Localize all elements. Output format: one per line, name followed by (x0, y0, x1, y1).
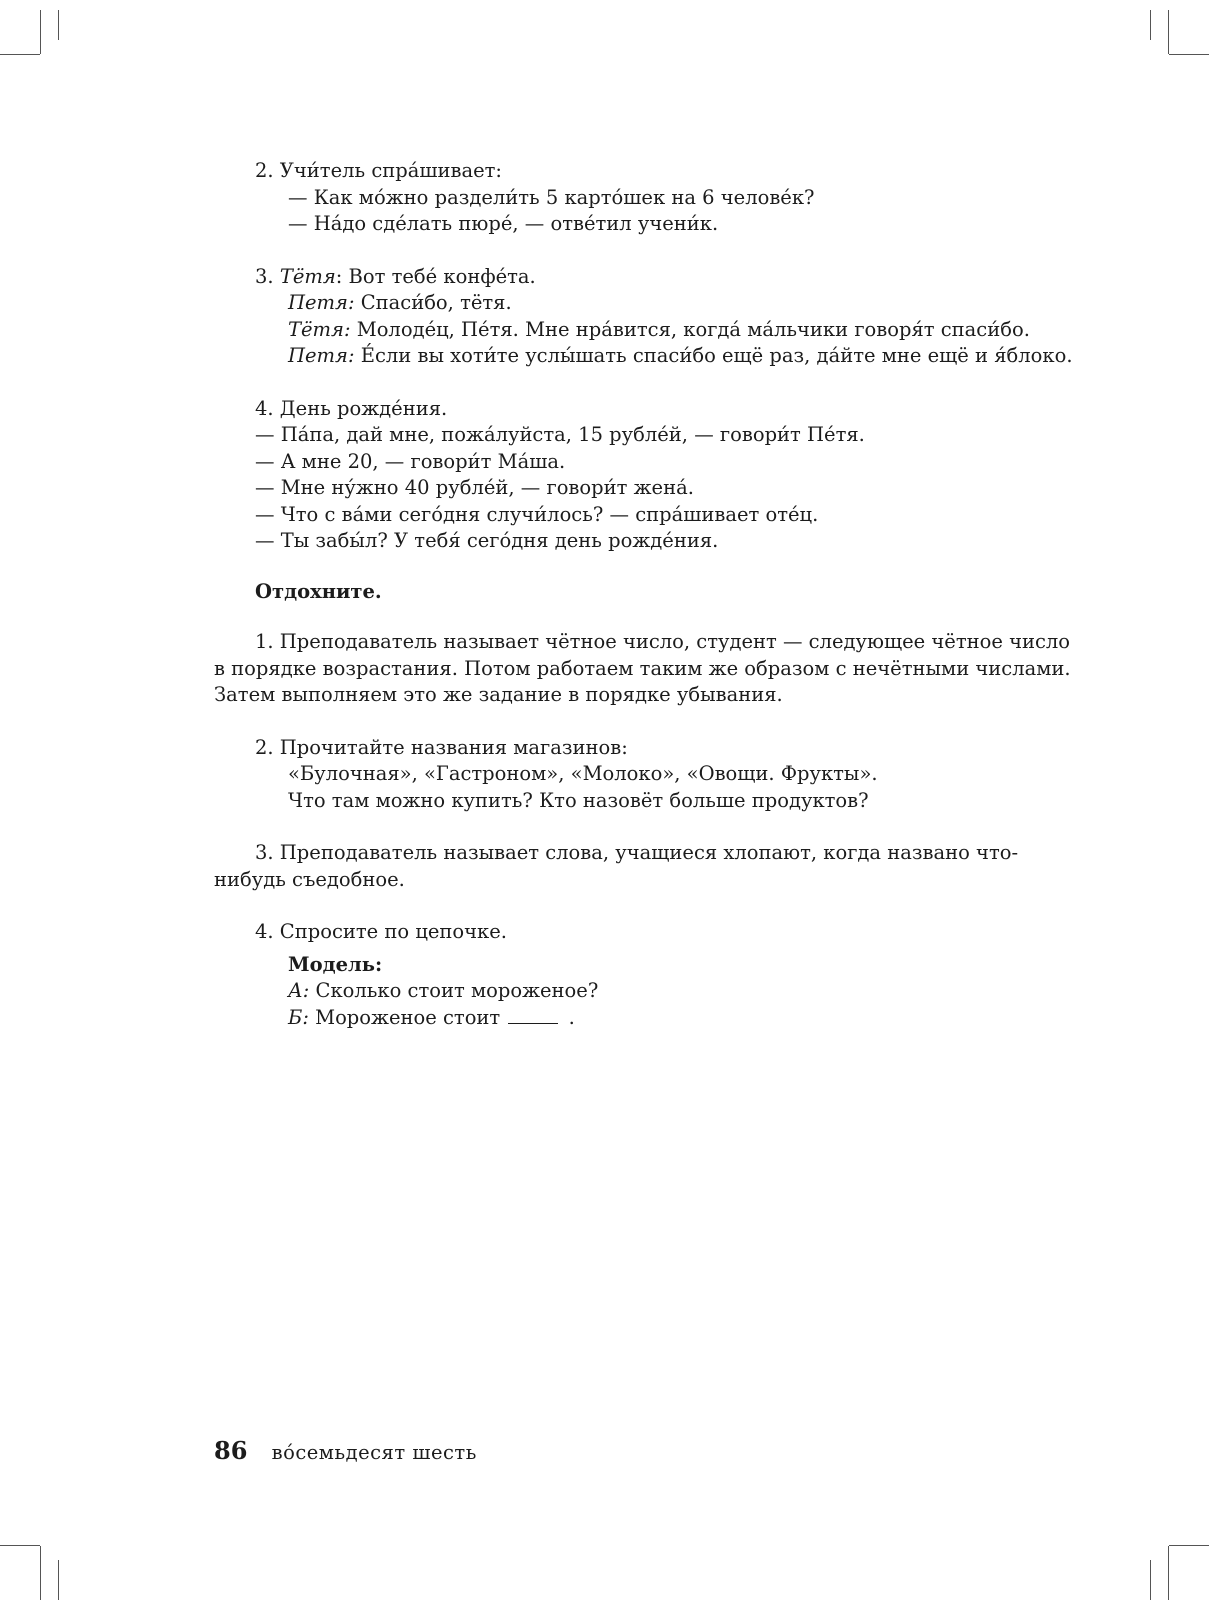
rest-item-3 (214, 840, 1054, 893)
dialogue-line: — Мне ну́жно 40 рубле́й, — говори́т жена́. (255, 476, 694, 499)
page-number: 86 (214, 1436, 248, 1465)
paragraph-line: Что там можно купить? Кто назовёт больше продуктов? (288, 788, 869, 812)
page-number-words: во́семьдесят шесть (271, 1441, 477, 1464)
crop-mark (1168, 10, 1169, 54)
sentence-end: . (568, 1005, 575, 1029)
exercise-title: 4. День рожде́ния. (255, 396, 448, 420)
crop-mark (0, 1545, 40, 1546)
crop-mark (1169, 1545, 1209, 1546)
dialogue-text: Мороженое стоит (308, 1005, 501, 1029)
dialogue-line: — Что с ва́ми сего́дня случи́лось? — спра́шивает оте́ц. (255, 502, 819, 526)
crop-mark (1150, 1560, 1151, 1600)
dialogue-text: Сколько стоит мороженое? (309, 979, 599, 1002)
section-heading: Отдохните. (255, 579, 382, 603)
model-line (214, 1005, 1054, 1032)
speaker-name: Тётя: (288, 317, 351, 341)
dialogue-text: Молоде́ц, Пе́тя. Мне нра́вится, когда́ ма́льчики говоря́т спаси́бо. (350, 317, 1030, 341)
paragraph-line: в порядке возрастания. Потом работаем таким же образом с нечётными числами. (214, 656, 1071, 680)
speaker-name: Тётя (279, 264, 336, 288)
dialogue-line: — Как мо́жно раздели́ть 5 карто́шек на 6 челове́к? (288, 185, 815, 209)
page-footer (214, 1436, 477, 1465)
model-line (214, 978, 1054, 1005)
exercise-3 (214, 264, 1073, 370)
exercise-title: 4. Спросите по цепочке. (255, 920, 507, 943)
paragraph-line: нибудь съедобное. (214, 867, 405, 891)
dialogue-line: — На́до сде́лать пюре́, — отве́тил учени́к. (288, 212, 719, 235)
dialogue-line (214, 290, 1054, 317)
crop-mark (58, 10, 59, 40)
speaker-name: А: (288, 979, 310, 1002)
rest-item-2 (214, 735, 1054, 815)
crop-mark (1169, 54, 1209, 55)
paragraph-line: 3. Преподаватель называет слова, учащиеся хлопают, когда названо что- (255, 841, 1019, 864)
rest-item-4 (214, 919, 1054, 1031)
dialogue-line (214, 343, 1073, 370)
dialogue-line: — А мне 20, — говори́т Ма́ша. (255, 449, 566, 473)
paragraph-line: 1. Преподаватель называет чётное число, студент — следующее чётное число (255, 630, 1071, 653)
exercise-title: 2. Учи́тель спра́шивает: (255, 159, 502, 182)
exercise-title: 2. Прочитайте названия магазинов: (255, 735, 628, 759)
dialogue-text: Спаси́бо, тётя. (354, 291, 512, 314)
crop-mark (58, 1560, 59, 1600)
speaker-name: Петя: (288, 291, 355, 314)
page-content (214, 158, 1073, 1031)
crop-mark (0, 54, 40, 55)
exercise-2 (214, 158, 1054, 238)
dialogue-text: Е́сли вы хоти́те услы́шать спаси́бо ещё раз, да́йте мне ещё и я́блоко. (354, 344, 1073, 367)
answer-blank (508, 1023, 558, 1024)
dialogue-text: : Вот тебе́ конфе́та. (335, 264, 536, 288)
model-label: Модель: (288, 952, 383, 976)
speaker-name: Б: (288, 1005, 309, 1029)
dialogue-line (214, 317, 1054, 344)
dialogue-line: — Па́па, дай мне, пожа́луйста, 15 рубле́й, — говори́т Пе́тя. (255, 423, 865, 446)
speaker-name: Петя: (288, 344, 355, 367)
crop-mark (40, 10, 41, 54)
paragraph-line: Затем выполняем это же задание в порядке убывания. (214, 683, 783, 706)
exercise-4 (214, 396, 1054, 555)
rest-item-1 (214, 629, 1071, 709)
dialogue-line: — Ты забы́л? У тебя́ сего́дня день рожде́ния. (255, 529, 719, 552)
exercise-number: 3. (255, 264, 274, 288)
crop-mark (1168, 1546, 1169, 1600)
dialogue-line (214, 264, 1054, 291)
paragraph-line: «Булочная», «Гастроном», «Молоко», «Овощи. Фрукты». (288, 762, 878, 785)
crop-mark (40, 1546, 41, 1600)
crop-mark (1150, 10, 1151, 40)
